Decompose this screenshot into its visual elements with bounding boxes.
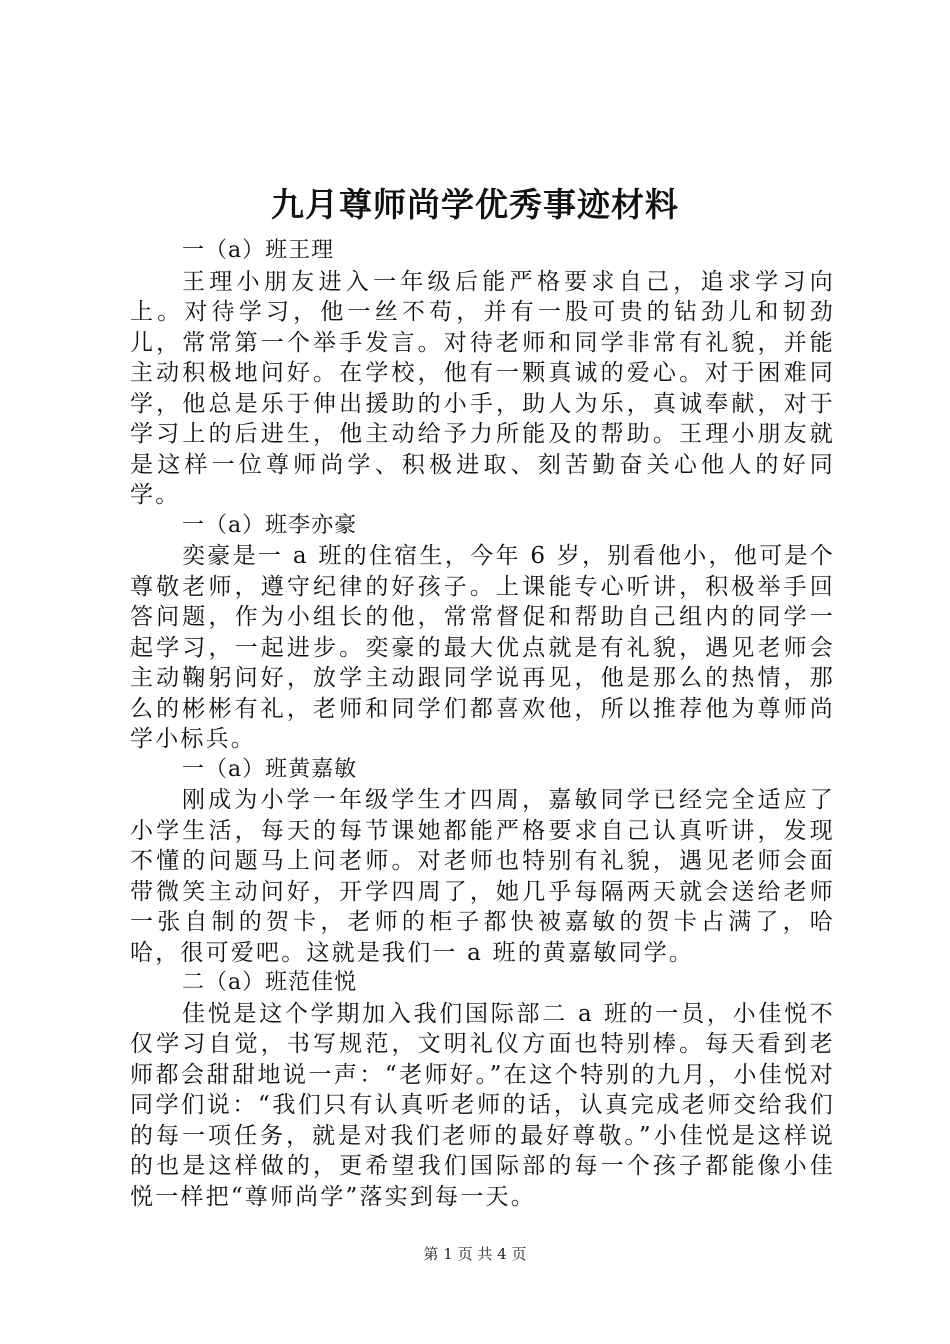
section-wang-li [130, 236, 835, 511]
section-li-yihao [130, 511, 835, 755]
document-body [130, 236, 835, 1212]
document-title: 九月尊师尚学优秀事迹材料 [271, 185, 679, 224]
section-fan-jiayue [130, 968, 835, 1212]
page-footer: 第 1 页 共 4 页 [423, 1245, 527, 1263]
section-heading: 一（a）班李亦豪 [182, 512, 358, 538]
section-paragraph: 奕豪是一 a 班的住宿生，今年 6 岁，别看他小，他可是个尊敬老师，遵守纪律的好孩子。上课能专心听讲，积极举手回答问题，作为小组长的他，常常督促和帮助自己组内的同学一起学习，一起进步。奕豪的最大优点就是有礼貌，遇见老师会主动鞠躬问好，放学主动跟同学说再见，他是那么的热情，那么的彬彬有礼，老师和同学们都喜欢他，所以推荐他为尊师尚学小标兵。 [130, 543, 835, 752]
section-heading: 二（a）班范佳悦 [182, 970, 358, 995]
section-paragraph: 佳悦是这个学期加入我们国际部二 a 班的一员，小佳悦不仅学习自觉，书写规范，文明礼仪方面也特别棒。每天看到老师都会甜甜地说一声：“老师好。”在这个特别的九月，小佳悦对同学们说：“我们只有认真听老师的话，认真完成老师交给我们的每一项任务，就是对我们老师的最好尊敬。”小佳悦是这样说的也是这样做的，更希望我们国际部的每一个孩子都能像小佳悦一样把“尊师尚学”落实到每一天。 [130, 1000, 835, 1210]
section-heading: 一（a）班黄嘉敏 [182, 756, 358, 782]
section-paragraph: 刚成为小学一年级学生才四周，嘉敏同学已经完全适应了小学生活，每天的每节课她都能严格要求自己认真听讲，发现不懂的问题马上问老师。对老师也特别有礼貌，遇见老师会面带微笑主动问好，开学四周了，她几乎每隔两天就会送给老师一张自制的贺卡，老师的柜子都快被嘉敏的贺卡占满了，哈哈，很可爱吧。这就是我们一 a 班的黄嘉敏同学。 [130, 787, 835, 966]
section-huang-jiamin [130, 755, 835, 969]
section-paragraph: 王理小朋友进入一年级后能严格要求自己，追求学习向上。对待学习，他一丝不苟，并有一股可贵的钻劲儿和韧劲儿，常常第一个举手发言。对待老师和同学非常有礼貌，并能主动积极地问好。在学校，他有一颗真诚的爱心。对于困难同学，他总是乐于伸出援助的小手，助人为乐，真诚奉献，对于学习上的后进生，他主动给予力所能及的帮助。王理小朋友就是这样一位尊师尚学、积极进取、刻苦勤奋关心他人的好同学。 [130, 268, 835, 508]
section-heading: 一（a）班王理 [182, 238, 335, 263]
